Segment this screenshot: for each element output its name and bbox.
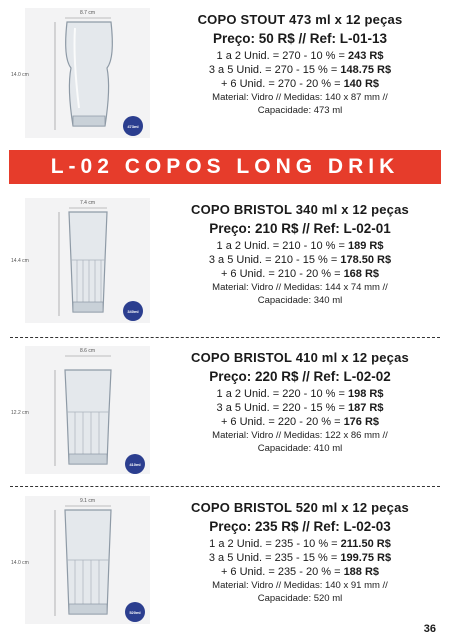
width-dimension: 9.1 cm	[79, 498, 95, 504]
tier-total: 148.75 R$	[340, 64, 392, 76]
tier-total: 243 R$	[348, 50, 384, 62]
material-text: Material: Vidro // Medidas: 140 x 87 mm //	[212, 92, 388, 103]
price-tiers	[150, 387, 450, 429]
capacity-text: Capacidade: 473 ml	[257, 105, 343, 116]
product-title: COPO STOUT 473 ml x 12 peças	[197, 12, 403, 27]
capacity-badge: 473ml	[123, 116, 143, 136]
product-photo	[11, 496, 150, 624]
product-price: Preço: 220 R$ // Ref: L-02-02	[209, 369, 391, 384]
section-divider	[10, 337, 440, 338]
price-tier: + 6 Unid. = 270 - 20 % = 140 R$	[220, 78, 380, 90]
product-card-stout-473	[0, 0, 450, 150]
width-dimension: 7.4 cm	[79, 200, 95, 206]
price-tier: 1 a 2 Unid. = 270 - 10 % = 243 R$	[216, 50, 384, 62]
capacity-text: Capacidade: 340 ml	[257, 295, 343, 306]
tier-total: 189 R$	[348, 240, 384, 252]
product-card-bristol-340	[0, 190, 450, 330]
product-info	[150, 350, 450, 455]
price-tiers	[150, 49, 450, 91]
product-card-bristol-520	[0, 490, 450, 625]
product-price: Preço: 235 R$ // Ref: L-02-03	[209, 519, 391, 534]
price-tier: + 6 Unid. = 235 - 20 % = 188 R$	[220, 566, 380, 578]
product-title: COPO BRISTOL 520 ml x 12 peças	[191, 500, 409, 515]
tier-total: 168 R$	[343, 268, 380, 280]
tier-total: 199.75 R$	[340, 552, 392, 564]
price-tier: + 6 Unid. = 210 - 20 % = 168 R$	[220, 268, 380, 280]
product-meta	[150, 281, 450, 307]
tier-total: 187 R$	[348, 402, 384, 414]
tier-total: 176 R$	[343, 416, 380, 428]
capacity-badge: 410ml	[125, 454, 145, 474]
product-info	[150, 12, 450, 117]
price-tier: 1 a 2 Unid. = 210 - 10 % = 189 R$	[216, 240, 384, 252]
tier-total: 140 R$	[343, 78, 380, 90]
product-title: COPO BRISTOL 410 ml x 12 peças	[191, 350, 409, 365]
capacity-badge: 520ml	[125, 602, 145, 622]
height-dimension: 14.4 cm	[11, 258, 29, 264]
width-dimension: 8.7 cm	[79, 10, 95, 16]
product-meta	[150, 91, 450, 117]
product-meta	[150, 429, 450, 455]
price-tier: 3 a 5 Unid. = 270 - 15 % = 148.75 R$	[208, 64, 392, 76]
tier-total: 198 R$	[348, 388, 384, 400]
product-price: Preço: 210 R$ // Ref: L-02-01	[209, 221, 391, 236]
price-tier: + 6 Unid. = 220 - 20 % = 176 R$	[220, 416, 380, 428]
product-photo	[11, 8, 150, 138]
width-dimension: 8.6 cm	[79, 348, 95, 354]
material-text: Material: Vidro // Medidas: 140 x 91 mm //	[212, 580, 388, 591]
material-text: Material: Vidro // Medidas: 122 x 86 mm //	[212, 430, 388, 441]
product-info	[150, 202, 450, 307]
tier-total: 188 R$	[343, 566, 380, 578]
price-tier: 3 a 5 Unid. = 210 - 15 % = 178.50 R$	[208, 254, 392, 266]
capacity-badge: 340ml	[123, 301, 143, 321]
material-text: Material: Vidro // Medidas: 144 x 74 mm //	[212, 282, 388, 293]
product-title: COPO BRISTOL 340 ml x 12 peças	[191, 202, 409, 217]
product-photo	[11, 346, 150, 474]
product-price: Preço: 50 R$ // Ref: L-01-13	[212, 31, 388, 46]
section-banner: L-02 COPOS LONG DRIK	[9, 150, 441, 184]
section-divider	[10, 486, 440, 487]
capacity-text: Capacidade: 410 ml	[257, 443, 343, 454]
price-tiers	[150, 537, 450, 579]
height-dimension: 14.0 cm	[11, 72, 29, 78]
tier-total: 211.50 R$	[340, 538, 391, 550]
height-dimension: 12.2 cm	[11, 410, 29, 416]
price-tiers	[150, 239, 450, 281]
tier-total: 178.50 R$	[340, 254, 392, 266]
height-dimension: 14.0 cm	[11, 560, 29, 566]
product-meta	[150, 579, 450, 605]
product-photo	[11, 198, 150, 323]
product-card-bristol-410	[0, 340, 450, 480]
product-info	[150, 500, 450, 605]
price-tier: 1 a 2 Unid. = 235 - 10 % = 211.50 R$	[209, 538, 391, 550]
price-tier: 3 a 5 Unid. = 235 - 15 % = 199.75 R$	[208, 552, 392, 564]
price-tier: 1 a 2 Unid. = 220 - 10 % = 198 R$	[216, 388, 384, 400]
price-tier: 3 a 5 Unid. = 220 - 15 % = 187 R$	[216, 402, 384, 414]
capacity-text: Capacidade: 520 ml	[257, 593, 343, 604]
page-number: 36	[423, 623, 436, 635]
